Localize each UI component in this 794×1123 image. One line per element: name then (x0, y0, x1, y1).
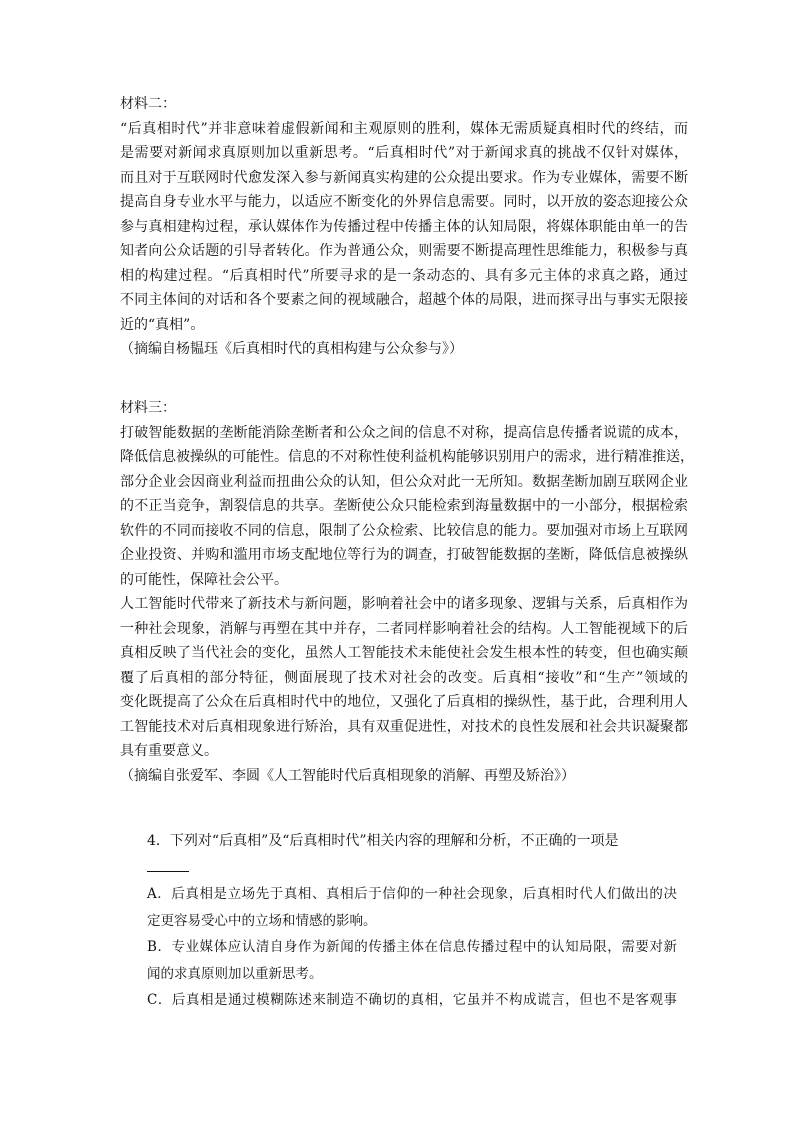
material-two-line: 是需要对新闻求真原则加以重新思考。“后真相时代”对于新闻求真的挑战不仅针对媒体， (120, 145, 688, 161)
material-two-line: 近的“真相”。 (120, 316, 205, 333)
material-two-line: 不同主体间的对话和各个要素之间的视域融合，超越个体的局限，进而探寻出与事实无限接 (120, 292, 688, 308)
material-two-heading: 材料二： (120, 96, 176, 112)
material-three-line: 的可能性，保障社会公平。 (120, 571, 288, 588)
material-three-line: 人工智能时代带来了新技术与新问题，影响着社会中的诸多现象、逻辑与关系，后真相作为 (120, 596, 688, 612)
option-b: B．专业媒体应认清自身作为新闻的传播主体在信息传播过程中的认知局限，需要对新 (147, 939, 677, 955)
material-three-line: 打破智能数据的垄断能消除垄断者和公众之间的信息不对称，提高信息传播者说谎的成本， (120, 424, 688, 441)
material-two-line: 相的构建过程。“后真相时代”所要寻求的是一条动态的、具有多元主体的求真之路，通过 (120, 267, 688, 284)
question-stem: 4．下列对“后真相”及“后真相时代”相关内容的理解和分析，不正确的一项是 (147, 833, 619, 849)
material-three-line: 一种社会现象，消解与再塑在其中并存，二者同样影响着社会的结构。人工智能视域下的后 (120, 620, 688, 637)
option-a: A．后真相是立场先于真相、真相后于信仰的一种社会现象，后真相时代人们做出的决 (147, 886, 677, 902)
material-three-line: 降低信息被操纵的可能性。信息的不对称性使利益机构能够识别用户的需求，进行精准推送， (120, 449, 694, 465)
material-two (120, 92, 688, 362)
material-three-line: 软件的不同而接收不同的信息，限制了公众检索、比较信息的能力。要加强对市场上互联网 (120, 522, 688, 539)
option-a-continued: 定更容易受心中的立场和情感的影响。 (147, 912, 377, 929)
question-4 (147, 828, 692, 872)
material-two-line: 而且对于互联网时代愈发深入参与新闻真实构建的公众提出要求。作为专业媒体，需要不断 (120, 169, 688, 186)
material-two-line: 参与真相建构过程，承认媒体作为传播过程中传播主体的认知局限，将媒体职能由单一的告 (120, 218, 688, 235)
material-two-line: 提高自身专业水平与能力，以适应不断变化的外界信息需要。同时，以开放的姿态迎接公众 (120, 194, 688, 210)
material-three-line: 工智能技术对后真相现象进行矫治，具有双重促进性，对技术的良性发展和社会共识凝聚都 (120, 718, 688, 735)
material-three-line: 的不正当竞争，割裂信息的共享。垄断使公众只能检索到海量数据中的一小部分，根据检索 (120, 498, 688, 514)
material-three-line: 变化既提高了公众在后真相时代中的地位，又强化了后真相的操纵性，基于此，合理利用人 (120, 694, 688, 710)
option-c: C．后真相是通过模糊陈述来制造不确切的真相，它虽并不构成谎言，但也不是客观事 (147, 992, 677, 1008)
material-three-line: 部分企业会因商业利益而扭曲公众的认知，但公众对此一无所知。数据垄断加剧互联网企业 (120, 473, 688, 490)
material-two-line: 知者向公众话题的引导者转化。作为普通公众，则需要不断提高理性思维能力，积极参与真 (120, 243, 688, 259)
material-three-source: （摘编自张爱军、李圆《人工智能时代后真相现象的消解、再塑及矫治》） (120, 767, 575, 784)
material-two-line: “后真相时代”并非意味着虚假新闻和主观原则的胜利，媒体无需质疑真相时代的终结，而 (120, 120, 688, 137)
material-three (120, 396, 694, 788)
option-b-continued: 闻的求真原则加以重新思考。 (147, 965, 323, 982)
material-three-line: 覆了后真相的部分特征，侧面展现了技术对社会的改变。后真相“接收”和“生产”领域的 (120, 669, 688, 686)
material-three-line: 真相反映了当代社会的变化，虽然人工智能技术未能使社会发生根本性的转变，但也确实颠 (120, 645, 688, 661)
answer-blank (147, 857, 189, 872)
material-three-heading: 材料三： (120, 400, 176, 416)
material-three-line: 具有重要意义。 (120, 743, 218, 759)
question-options (147, 881, 677, 1014)
material-two-source: （摘编自杨韫珏《后真相时代的真相构建与公众参与》） (120, 341, 463, 357)
material-three-line: 企业投资、并购和滥用市场支配地位等行为的调查，打破智能数据的垄断，降低信息被操纵 (120, 547, 688, 563)
